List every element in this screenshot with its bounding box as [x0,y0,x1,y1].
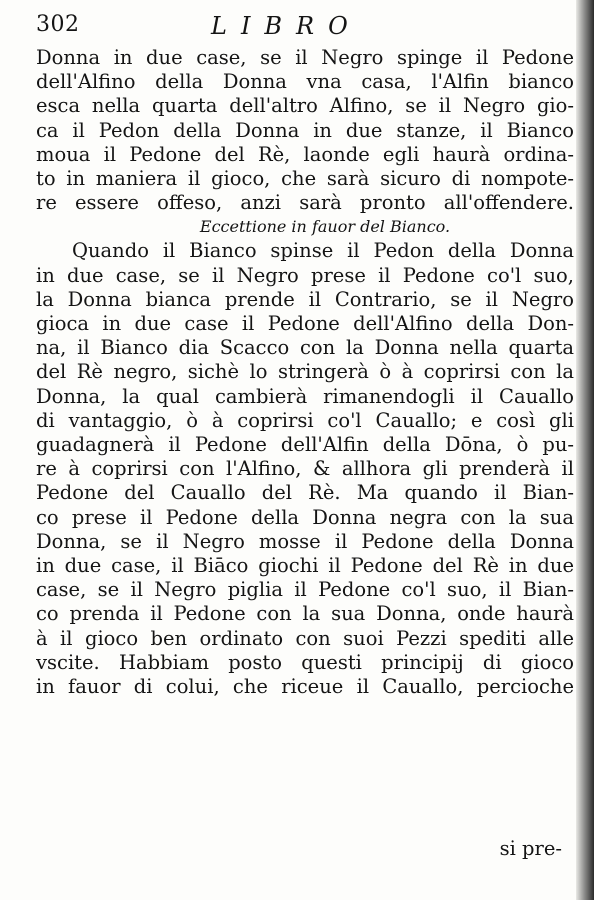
text-line: moua il Pedone del Rè, laonde egli haurà ordina- [36,142,574,166]
catchword: si pre- [499,837,562,860]
text-line: in fauor di colui, che riceue il Cauallo, percioche [36,675,574,699]
text-line: la Donna bianca prende il Contrario, se il Negro [36,287,574,311]
text-line: re à coprirsi con l'Alfino, & allhora gli prenderà il [36,457,574,481]
body-text [36,46,574,699]
text-line: Quando il Bianco spinse il Pedon della Donna [72,239,574,263]
text-line: di vantaggio, ò à coprirsi co'l Cauallo; e così gli [36,408,574,432]
text-line: esca nella quarta dell'altro Alfino, se il Negro gio- [36,94,574,118]
text-line: dell'Alfino della Donna vna casa, l'Alfin bianco [36,70,574,94]
text-line: gioca in due case il Pedone dell'Alfino della Don- [36,312,574,336]
text-line: case, se il Negro piglia il Pedone co'l suo, il Bian- [36,578,574,602]
text-line: Pedone del Cauallo del Rè. Ma quando il Bian- [36,481,574,505]
text-line: co prese il Pedone della Donna negra con la sua [36,505,574,529]
text-line: Donna, la qual cambierà rimanendogli il Cauallo [36,384,574,408]
text-line: Donna, se il Negro mosse il Pedone della Donna [36,529,574,553]
text-line: re essere offeso, anzi sarà pronto all'offendere. [36,191,574,215]
text-line: ca il Pedon della Donna in due stanze, il Bianco [36,118,574,142]
running-head: LIBRO [211,12,362,40]
text-line: à il gioco ben ordinato con suoi Pezzi spediti alle [36,626,574,650]
text-line: in due case, se il Negro prese il Pedone co'l suo, [36,263,574,287]
book-spine-shadow [576,0,594,900]
section-subheading: Eccettione in fauor del Bianco. [199,217,451,237]
text-line: in due case, il Biāco giochi il Pedone del Rè in due [36,554,574,578]
text-line: guadagnerà il Pedone dell'Alfin della Dōna, ò pu- [36,433,574,457]
text-line: co prenda il Pedone con la sua Donna, onde haurà [36,602,574,626]
text-line: del Rè negro, sichè lo stringerà ò à coprirsi con la [36,360,574,384]
text-line: vscite. Habbiam posto questi principij di gioco [36,650,574,674]
text-line: to in maniera il gioco, che sarà sicuro di nompote- [36,167,574,191]
catchword-row [36,837,574,863]
page-number: 302 [36,12,80,37]
page-header [36,12,556,42]
text-line: Donna in due case, se il Negro spinge il Pedone [36,46,574,69]
text-line: na, il Bianco dia Scacco con la Donna nella quarta [36,336,574,360]
